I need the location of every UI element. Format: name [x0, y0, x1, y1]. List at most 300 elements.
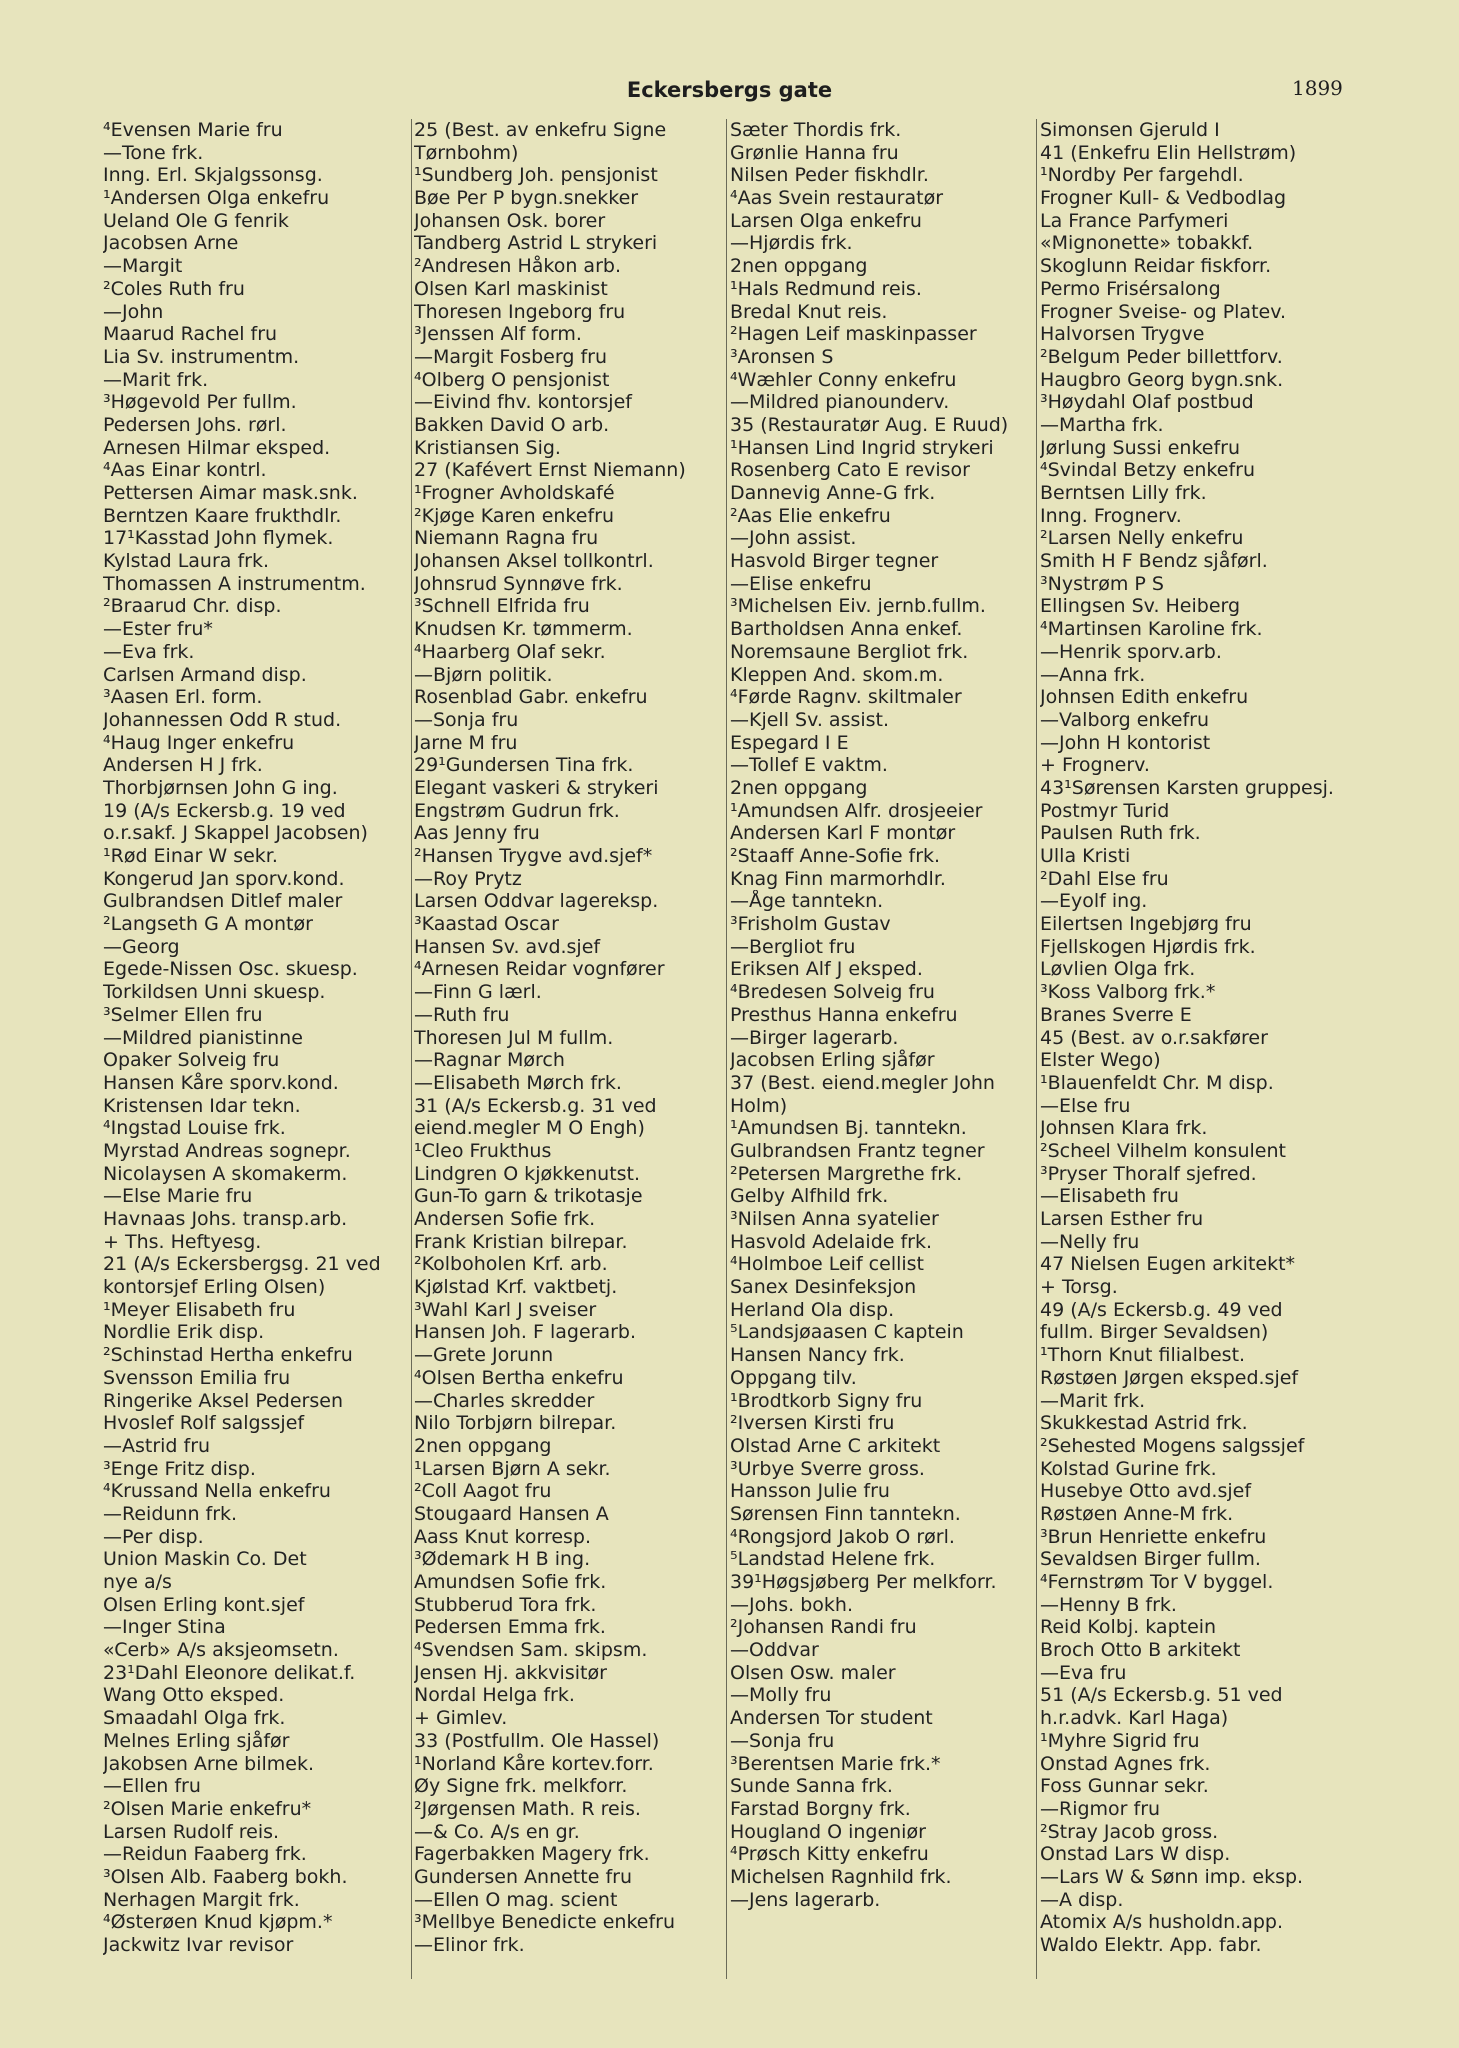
directory-entry: Carlsen Armand disp.	[103, 663, 307, 686]
directory-entry: —Mildred pianistinne	[103, 1026, 303, 1049]
directory-entry: Andersen Karl F montør	[730, 822, 956, 845]
directory-entry: ¹Amundsen Bj. tanntekn.	[730, 1117, 967, 1140]
directory-entry: ³Brun Henriette enkefru	[1040, 1525, 1267, 1548]
directory-entry: Branes Sverre E	[1040, 1003, 1192, 1026]
directory-entry: ¹Norland Kåre kortev.forr.	[414, 1752, 654, 1775]
directory-entry: Bartholdsen Anna enkef.	[730, 618, 963, 641]
directory-entry: —Henrik sporv.arb.	[1040, 640, 1222, 663]
directory-entry: Melnes Erling sjåfør	[103, 1729, 290, 1752]
directory-entry: ²Larsen Nelly enkefru	[1040, 527, 1244, 550]
directory-entry: Reid Kolbj. kaptein	[1040, 1616, 1217, 1639]
directory-entry: —Lars W & Sønn imp. eksp.	[1040, 1865, 1304, 1888]
directory-entry: Frogner Sveise- og Platev.	[1040, 300, 1287, 323]
directory-entry: —Georg	[103, 935, 180, 958]
directory-entry: Broch Otto B arkitekt	[1040, 1639, 1241, 1662]
directory-entry: Johannessen Odd R stud.	[103, 708, 342, 731]
directory-entry: —Eivind fhv. kontorsjef	[414, 391, 632, 414]
directory-entry: ²Sehested Mogens salgssjef	[1040, 1434, 1305, 1457]
directory-entry: Hvoslef Rolf salgssjef	[103, 1412, 305, 1435]
directory-entry: Smith H F Bendz sjåførl.	[1040, 550, 1268, 573]
directory-entry: Thorbjørnsen John G ing.	[103, 776, 338, 799]
directory-entry: ⁴Østerøen Knud kjøpm.*	[103, 1911, 333, 1934]
directory-entry: ¹Amundsen Alfr. drosjeeier	[730, 799, 983, 822]
directory-entry: ³Michelsen Eiv. jernb.fullm.	[730, 595, 986, 618]
directory-entry: ¹Blauenfeldt Chr. M disp.	[1040, 1071, 1274, 1094]
directory-entry: ³Høgevold Per fullm.	[103, 391, 297, 414]
directory-entry: Jarne M fru	[414, 731, 518, 754]
directory-entry: Arnesen Hilmar eksped.	[103, 436, 331, 459]
directory-entry: Nerhagen Margit frk.	[103, 1888, 300, 1911]
directory-entry: Inng. Erl. Skjalgssonsg.	[103, 164, 323, 187]
directory-entry: ⁴Prøsch Kitty enkefru	[730, 1843, 929, 1866]
directory-entry: Andersen Sofie frk.	[414, 1208, 596, 1230]
directory-entry: Hansen Nancy frk.	[730, 1344, 905, 1367]
directory-entry: ²Jørgensen Math. R reis.	[414, 1797, 641, 1820]
directory-entry: 17¹Kasstad John flymek.	[103, 527, 334, 550]
directory-entry: —Margit Fosberg fru	[414, 345, 607, 368]
directory-entry: Sanex Desinfeksjon	[730, 1276, 917, 1299]
directory-entry: Johnsrud Synnøve frk.	[414, 572, 623, 595]
directory-entry: fullm. Birger Sevaldsen)	[1040, 1321, 1269, 1344]
directory-entry: Gulbrandsen Ditlef maler	[103, 890, 343, 913]
directory-entry: —Hjørdis frk.	[730, 232, 853, 255]
directory-entry: ²Iversen Kirsti fru	[730, 1412, 895, 1435]
directory-entry: Svensson Emilia fru	[103, 1366, 291, 1389]
directory-entry: ⁴Førde Ragnv. skiltmaler	[730, 686, 962, 709]
directory-entry: Tandberg Astrid L strykeri	[414, 232, 658, 255]
directory-entry: ²Staaff Anne-Sofie frk.	[730, 845, 941, 867]
directory-entry: —Grete Jorunn	[414, 1344, 554, 1367]
directory-entry: ¹Nordby Per fargehdl.	[1040, 164, 1244, 187]
directory-entry: Hansen Sv. avd.sjef	[414, 935, 601, 958]
directory-entry: ¹Hansen Lind Ingrid strykeri	[730, 436, 994, 459]
directory-entry: 19 (A/s Eckersb.g. 19 ved	[103, 799, 346, 822]
directory-entry: —Eva fru	[1040, 1661, 1127, 1684]
directory-entry: Union Maskin Co. Det	[103, 1548, 307, 1571]
directory-entry: —Sonja fru	[414, 708, 519, 731]
directory-entry: La France Parfymeri	[1040, 209, 1229, 232]
directory-entry: Torkildsen Unni skuesp.	[103, 981, 326, 1004]
directory-entry: ³Olsen Alb. Faaberg bokh.	[103, 1865, 348, 1888]
directory-entry: Jackwitz Ivar revisor	[103, 1934, 294, 1956]
directory-entry: Bredal Knut reis.	[730, 300, 888, 323]
directory-entry: ³Berentsen Marie frk.*	[730, 1752, 941, 1775]
directory-entry: Fjellskogen Hjørdis frk.	[1040, 935, 1256, 958]
directory-entry: Husebye Otto avd.sjef	[1040, 1480, 1252, 1503]
directory-column-1	[103, 119, 398, 1957]
directory-entry: ²Coll Aagot fru	[414, 1480, 552, 1503]
directory-entry: Wang Otto eksped.	[103, 1684, 285, 1707]
directory-entry: Stubberud Tora frk.	[414, 1593, 597, 1616]
directory-entry: Larsen Rudolf reis.	[103, 1820, 280, 1843]
directory-entry: Tørnbohm)	[414, 141, 519, 164]
directory-entry: h.r.advk. Karl Haga)	[1040, 1707, 1229, 1730]
directory-entry: Johnsen Klara frk.	[1040, 1117, 1208, 1140]
directory-entry: Frogner Kull- & Vedbodlag	[1040, 187, 1287, 210]
directory-entry: Kylstad Laura frk.	[103, 550, 269, 573]
directory-entry: ⁴Evensen Marie fru	[103, 119, 283, 141]
directory-entry: ³Frisholm Gustav	[730, 913, 891, 936]
directory-entry: Gun-To garn & trikotasje	[414, 1185, 643, 1208]
directory-entry: Skoglunn Reidar fiskforr.	[1040, 255, 1272, 278]
directory-entry: ¹Andersen Olga enkefru	[103, 187, 330, 210]
directory-entry: —Bergliot fru	[730, 935, 856, 958]
directory-entry: ⁴Arnesen Reidar vognfører	[414, 958, 665, 981]
directory-entry: —Martha frk.	[1040, 413, 1164, 436]
directory-entry: ³Enge Fritz disp.	[103, 1457, 256, 1480]
directory-entry: Bakken David O arb.	[414, 413, 610, 436]
directory-entry: —& Co. A/s en gr.	[414, 1820, 580, 1843]
directory-entry: ³Nilsen Anna syatelier	[730, 1208, 939, 1230]
directory-entry: Michelsen Ragnhild frk.	[730, 1865, 952, 1888]
directory-entry: —Rigmor fru	[1040, 1797, 1161, 1820]
directory-entry: 2nen oppgang	[730, 776, 868, 799]
directory-entry: Pedersen Johs. rørl.	[103, 413, 287, 436]
directory-entry: + Ths. Heftyesg.	[103, 1230, 262, 1253]
directory-entry: 29¹Gundersen Tina frk.	[414, 754, 634, 777]
directory-entry: ²Coles Ruth fru	[103, 277, 245, 300]
directory-entry: Gelby Alfhild frk.	[730, 1185, 889, 1208]
directory-entry: Jørlung Sussi enkefru	[1040, 436, 1241, 459]
directory-entry: ¹Cleo Frukthus	[414, 1139, 552, 1162]
directory-entry: ²Olsen Marie enkefru*	[103, 1797, 312, 1820]
directory-entry: 43¹Sørensen Karsten gruppesj.	[1040, 776, 1334, 799]
directory-entry: Waldo Elektr. App. fabr.	[1040, 1934, 1262, 1956]
directory-entry: ³Nystrøm P S	[1040, 572, 1164, 595]
directory-entry: ³Wahl Karl J sveiser	[414, 1298, 597, 1321]
directory-entry: Holm)	[730, 1094, 788, 1117]
directory-entry: Kristiansen Sig.	[414, 436, 561, 459]
directory-entry: ⁴Haarberg Olaf sekr.	[414, 640, 606, 663]
directory-entry: ²Scheel Vilhelm konsulent	[1040, 1139, 1286, 1162]
directory-entry: Andersen H J frk.	[103, 754, 263, 777]
directory-entry: ⁵Landstad Helene frk.	[730, 1548, 936, 1571]
directory-entry: —Jens lagerarb.	[730, 1888, 881, 1911]
directory-entry: —Bjørn politik.	[414, 663, 553, 686]
directory-entry: —Tollef E vaktm.	[730, 754, 888, 777]
directory-entry: ³Mellbye Benedicte enkefru	[414, 1911, 675, 1934]
directory-entry: Aass Knut korresp.	[414, 1525, 592, 1548]
directory-entry: Thomassen A instrumentm.	[103, 572, 366, 595]
directory-entry: «Mignonette» tobakkf.	[1040, 232, 1254, 255]
directory-entry: ⁴Aas Svein restauratør	[730, 187, 944, 210]
directory-entry: Andersen Tor student	[730, 1707, 933, 1730]
directory-entry: Inng. Frognerv.	[1040, 504, 1182, 527]
directory-entry: ¹Larsen Bjørn A sekr.	[414, 1457, 611, 1480]
directory-entry: Farstad Borgny frk.	[730, 1797, 911, 1820]
directory-entry: —Else Marie fru	[103, 1185, 253, 1208]
directory-entry: —Inger Stina	[103, 1616, 226, 1639]
directory-entry: Grønlie Hanna fru	[730, 141, 899, 164]
directory-entry: ²Schinstad Hertha enkefru	[103, 1344, 353, 1367]
directory-entry: ³Koss Valborg frk.*	[1040, 981, 1216, 1004]
directory-entry: ⁴Fernstrøm Tor V byggel.	[1040, 1571, 1274, 1593]
directory-entry: —Finn G lærl.	[414, 981, 542, 1004]
directory-entry: Smaadahl Olga frk.	[103, 1707, 286, 1730]
directory-entry: Knudsen Kr. tømmerm.	[414, 618, 633, 641]
directory-entry: ¹Brodtkorb Signy fru	[730, 1389, 923, 1412]
directory-entry: Sørensen Finn tanntekn.	[730, 1502, 961, 1525]
directory-entry: Hasvold Adelaide frk.	[730, 1230, 933, 1253]
directory-entry: —Reidun Faaberg frk.	[103, 1843, 307, 1866]
directory-entry: —Reidunn frk.	[103, 1502, 238, 1525]
directory-entry: ²Langseth G A montør	[103, 913, 313, 936]
directory-entry: —John assist.	[730, 527, 857, 550]
directory-entry: Fagerbakken Magery frk.	[414, 1843, 650, 1866]
directory-entry: ²Kjøge Karen enkefru	[414, 504, 614, 527]
directory-entry: Niemann Ragna fru	[414, 527, 599, 550]
directory-entry: Elster Wego)	[1040, 1049, 1161, 1072]
directory-entry: Foss Gunnar sekr.	[1040, 1775, 1209, 1798]
directory-entry: Øy Signe frk. melkforr.	[414, 1775, 628, 1798]
directory-entry: —Charles skredder	[414, 1389, 595, 1412]
column-divider	[411, 119, 412, 1979]
directory-entry: Ellingsen Sv. Heiberg	[1040, 595, 1241, 618]
directory-entry: —John	[103, 300, 164, 323]
directory-entry: —Elisabeth Mørch frk.	[414, 1071, 622, 1094]
directory-entry: Paulsen Ruth frk.	[1040, 822, 1201, 845]
directory-entry: —Tone frk.	[103, 141, 204, 164]
directory-entry: + Torsg.	[1040, 1276, 1118, 1299]
directory-entry: ⁴Olsen Bertha enkefru	[414, 1366, 624, 1389]
directory-entry: Olsen Erling kont.sjef	[103, 1593, 305, 1616]
directory-entry: Kristensen Idar tekn.	[103, 1094, 301, 1117]
directory-entry: ¹Rød Einar W sekr.	[103, 845, 278, 867]
directory-entry: Nordlie Erik disp.	[103, 1321, 265, 1344]
directory-entry: ¹Sundberg Joh. pensjonist	[414, 164, 658, 187]
directory-entry: Nilo Torbjørn bilrepar.	[414, 1412, 617, 1435]
directory-entry: Olstad Arne C arkitekt	[730, 1434, 941, 1457]
directory-entry: —John H kontorist	[1040, 731, 1211, 754]
directory-entry: ³Ødemark H B ing.	[414, 1548, 591, 1571]
directory-entry: Halvorsen Trygve	[1040, 323, 1205, 346]
directory-entry: + Frognerv.	[1040, 754, 1150, 777]
directory-entry: —Mildred pianounderv.	[730, 391, 950, 414]
directory-entry: Pedersen Emma frk.	[414, 1616, 606, 1639]
directory-entry: 45 (Best. av o.r.sakfører	[1040, 1026, 1268, 1049]
page-number: 1899	[1292, 76, 1343, 100]
directory-entry: —Ester fru*	[103, 618, 213, 641]
directory-entry: Herland Ola disp.	[730, 1298, 895, 1321]
directory-entry: —Else fru	[1040, 1094, 1131, 1117]
directory-entry: Gulbrandsen Frantz tegner	[730, 1139, 985, 1162]
directory-entry: —Astrid fru	[103, 1434, 211, 1457]
directory-entry: —Åge tanntekn.	[730, 890, 884, 913]
directory-entry: kontorsjef Erling Olsen)	[103, 1276, 326, 1299]
column-divider	[726, 119, 727, 1979]
directory-entry: Hasvold Birger tegner	[730, 550, 939, 573]
directory-entry: —Marit frk.	[1040, 1389, 1146, 1412]
directory-entry: —Eyolf ing.	[1040, 890, 1148, 913]
directory-entry: ²Petersen Margrethe frk.	[730, 1162, 963, 1185]
directory-entry: Jacobsen Arne	[103, 232, 239, 255]
directory-entry: Atomix A/s husholdn.app.	[1040, 1911, 1284, 1934]
directory-entry: ²Belgum Peder billettforv.	[1040, 345, 1283, 368]
directory-entry: Eriksen Alf J eksped.	[730, 958, 923, 981]
directory-entry: Espegard I E	[730, 731, 849, 754]
directory-entry: —Nelly fru	[1040, 1230, 1140, 1253]
directory-entry: ⁴Ingstad Louise frk.	[103, 1117, 286, 1140]
directory-entry: Skukkestad Astrid frk.	[1040, 1412, 1248, 1435]
directory-entry: —Ragnar Mørch	[414, 1049, 565, 1072]
directory-entry: Onstad Lars W disp.	[1040, 1843, 1231, 1866]
directory-entry: Sunde Sanna frk.	[730, 1775, 893, 1798]
directory-entry: ²Andresen Håkon arb.	[414, 255, 621, 278]
directory-entry: Jakobsen Arne bilmek.	[103, 1752, 315, 1775]
directory-entry: —Elinor frk.	[414, 1934, 525, 1956]
directory-entry: ⁵Landsjøaasen C kaptein	[730, 1321, 964, 1344]
directory-entry: —Elise enkefru	[730, 572, 872, 595]
directory-entry: ³Kaastad Oscar	[414, 913, 559, 936]
directory-entry: —Eva frk.	[103, 640, 195, 663]
directory-entry: Dannevig Anne-G frk.	[730, 482, 936, 504]
directory-entry: Gundersen Annette fru	[414, 1865, 632, 1888]
directory-entry: Ueland Ole G fenrik	[103, 209, 289, 232]
directory-entry: Stougaard Hansen A	[414, 1502, 609, 1525]
directory-entry: Rosenberg Cato E revisor	[730, 459, 970, 482]
directory-entry: ¹Frogner Avholdskafé	[414, 482, 615, 504]
directory-entry: ⁴Haug Inger enkefru	[103, 731, 295, 754]
directory-entry: Hansen Kåre sporv.kond.	[103, 1071, 339, 1094]
directory-entry: Jensen Hj. akkvisitør	[414, 1661, 607, 1684]
directory-entry: Myrstad Andreas sognepr.	[103, 1139, 351, 1162]
directory-entry: Nicolaysen A skomakerm.	[103, 1162, 348, 1185]
directory-entry: Kolstad Gurine frk.	[1040, 1457, 1217, 1480]
directory-entry: —Ellen fru	[103, 1775, 201, 1798]
directory-entry: Lia Sv. instrumentm.	[103, 345, 300, 368]
directory-entry: ⁴Svindal Betzy enkefru	[1040, 459, 1255, 482]
directory-entry: Jacobsen Erling sjåfør	[730, 1049, 935, 1072]
directory-entry: Johnsen Edith enkefru	[1040, 686, 1249, 709]
directory-entry: Ringerike Aksel Pedersen	[103, 1389, 343, 1412]
directory-entry: Johansen Osk. borer	[414, 209, 606, 232]
directory-entry: Røstøen Anne-M frk.	[1040, 1502, 1234, 1525]
directory-entry: Pettersen Aimar mask.snk.	[103, 482, 358, 504]
directory-entry: 2nen oppgang	[414, 1434, 552, 1457]
directory-entry: Larsen Oddvar lagereksp.	[414, 890, 659, 913]
directory-entry: 37 (Best. eiend.megler John	[730, 1071, 995, 1094]
directory-entry: ⁴Krussand Nella enkefru	[103, 1480, 331, 1503]
directory-entry: Knag Finn marmorhdlr.	[730, 867, 946, 890]
directory-entry: Hansen Joh. F lagerarb.	[414, 1321, 636, 1344]
directory-entry: Postmyr Turid	[1040, 799, 1170, 822]
directory-entry: ²Johansen Randi fru	[730, 1616, 917, 1639]
directory-entry: Thoresen Jul M fullm.	[414, 1026, 614, 1049]
directory-entry: Kongerud Jan sporv.kond.	[103, 867, 345, 890]
directory-entry: —Elisabeth fru	[1040, 1185, 1179, 1208]
directory-entry: Simonsen Gjeruld I	[1040, 119, 1220, 141]
directory-entry: ⁴Svendsen Sam. skipsm.	[414, 1639, 648, 1662]
directory-entry: ³Aasen Erl. form.	[103, 686, 263, 709]
directory-entry: 47 Nielsen Eugen arkitekt*	[1040, 1253, 1296, 1276]
directory-entry: —Ellen O mag. scient	[414, 1888, 618, 1911]
directory-entry: Aas Jenny fru	[414, 822, 540, 845]
directory-entry: Berntsen Lilly frk.	[1040, 482, 1207, 504]
directory-entry: ²Kolboholen Krf. arb.	[414, 1253, 608, 1276]
directory-entry: —Ruth fru	[414, 1003, 510, 1026]
directory-entry: ⁴Holmboe Leif cellist	[730, 1253, 924, 1276]
directory-entry: eiend.megler M O Engh)	[414, 1117, 645, 1140]
directory-entry: Hansson Julie fru	[730, 1480, 890, 1503]
directory-entry: Lindgren O kjøkkenutst.	[414, 1162, 641, 1185]
directory-entry: Nordal Helga frk.	[414, 1684, 575, 1707]
directory-entry: —Henny B frk.	[1040, 1593, 1177, 1616]
directory-entry: «Cerb» A/s aksjeomsetn.	[103, 1639, 339, 1662]
directory-entry: ²Aas Elie enkefru	[730, 504, 891, 527]
directory-entry: ³Jenssen Alf form.	[414, 323, 582, 346]
directory-entry: Ulla Kristi	[1040, 845, 1131, 867]
directory-entry: —Marit frk.	[103, 368, 209, 391]
directory-entry: 35 (Restauratør Aug. E Ruud)	[730, 413, 1009, 436]
directory-entry: Olsen Osw. maler	[730, 1661, 896, 1684]
directory-entry: —Per disp.	[103, 1525, 204, 1548]
directory-entry: ⁴Aas Einar kontrl.	[103, 459, 267, 482]
directory-entry: 49 (A/s Eckersb.g. 49 ved	[1040, 1298, 1283, 1321]
directory-entry: Olsen Karl maskinist	[414, 277, 608, 300]
directory-entry: 39¹Høgsjøberg Per melkforr.	[730, 1571, 997, 1593]
directory-entry: + Gimlev.	[414, 1707, 508, 1730]
directory-entry: Hougland O ingeniør	[730, 1820, 926, 1843]
directory-entry: ¹Meyer Elisabeth fru	[103, 1298, 296, 1321]
directory-entry: Frank Kristian bilrepar.	[414, 1230, 628, 1253]
directory-entry: —Birger lagerarb.	[730, 1026, 899, 1049]
directory-entry: Maarud Rachel fru	[103, 323, 278, 346]
directory-entry: ²Dahl Else fru	[1040, 867, 1169, 890]
directory-entry: ³Aronsen S	[730, 345, 834, 368]
directory-entry: ²Hagen Leif maskinpasser	[730, 323, 977, 346]
directory-entry: Amundsen Sofie frk.	[414, 1571, 607, 1593]
directory-entry: Haugbro Georg bygn.snk.	[1040, 368, 1284, 391]
directory-entry: 33 (Postfullm. Ole Hassel)	[414, 1729, 660, 1752]
directory-entry: Havnaas Johs. transp.arb.	[103, 1208, 348, 1230]
directory-entry: ³Pryser Thoralf sjefred.	[1040, 1162, 1257, 1185]
column-divider	[1036, 119, 1037, 1979]
directory-entry: nye a/s	[103, 1571, 172, 1593]
directory-entry: Egede-Nissen Osc. skuesp.	[103, 958, 358, 981]
directory-entry: Presthus Hanna enkefru	[730, 1003, 958, 1026]
directory-entry: ³Urbye Sverre gross.	[730, 1457, 925, 1480]
directory-entry: Kjølstad Krf. vaktbetj.	[414, 1276, 618, 1299]
directory-entry: —Kjell Sv. assist.	[730, 708, 890, 731]
directory-entry: 25 (Best. av enkefru Signe	[414, 119, 667, 141]
directory-entry: 23¹Dahl Eleonore delikat.f.	[103, 1661, 356, 1684]
directory-entry: Larsen Olga enkefru	[730, 209, 922, 232]
directory-entry: ¹Myhre Sigrid fru	[1040, 1729, 1200, 1752]
directory-entry: —Anna frk.	[1040, 663, 1146, 686]
directory-entry: Johansen Aksel tollkontrl.	[414, 550, 654, 573]
directory-column-3	[730, 119, 1025, 1911]
directory-entry: Kleppen And. skom.m.	[730, 663, 944, 686]
directory-entry: —A disp.	[1040, 1888, 1124, 1911]
directory-entry: 41 (Enkefru Elin Hellstrøm)	[1040, 141, 1297, 164]
directory-entry: Løvlien Olga frk.	[1040, 958, 1196, 981]
directory-entry: Rosenblad Gabr. enkefru	[414, 686, 648, 709]
directory-entry: Elegant vaskeri & strykeri	[414, 776, 659, 799]
directory-entry: ²Stray Jacob gross.	[1040, 1820, 1219, 1843]
directory-entry: Røstøen Jørgen eksped.sjef	[1040, 1366, 1299, 1389]
directory-entry: —Valborg enkefru	[1040, 708, 1209, 731]
directory-entry: Sevaldsen Birger fullm.	[1040, 1548, 1261, 1571]
directory-entry: —Roy Prytz	[414, 867, 522, 890]
directory-entry: 31 (A/s Eckersb.g. 31 ved	[414, 1094, 657, 1117]
directory-entry: Permo Frisérsalong	[1040, 277, 1221, 300]
directory-entry: ⁴Rongsjord Jakob O rørl.	[730, 1525, 955, 1548]
directory-entry: Eilertsen Ingebjørg fru	[1040, 913, 1252, 936]
directory-column-4	[1040, 119, 1335, 1957]
directory-entry: Berntzen Kaare frukthdlr.	[103, 504, 342, 527]
directory-entry: ⁴Wæhler Conny enkefru	[730, 368, 957, 391]
directory-entry: —Johs. bokh.	[730, 1593, 854, 1616]
